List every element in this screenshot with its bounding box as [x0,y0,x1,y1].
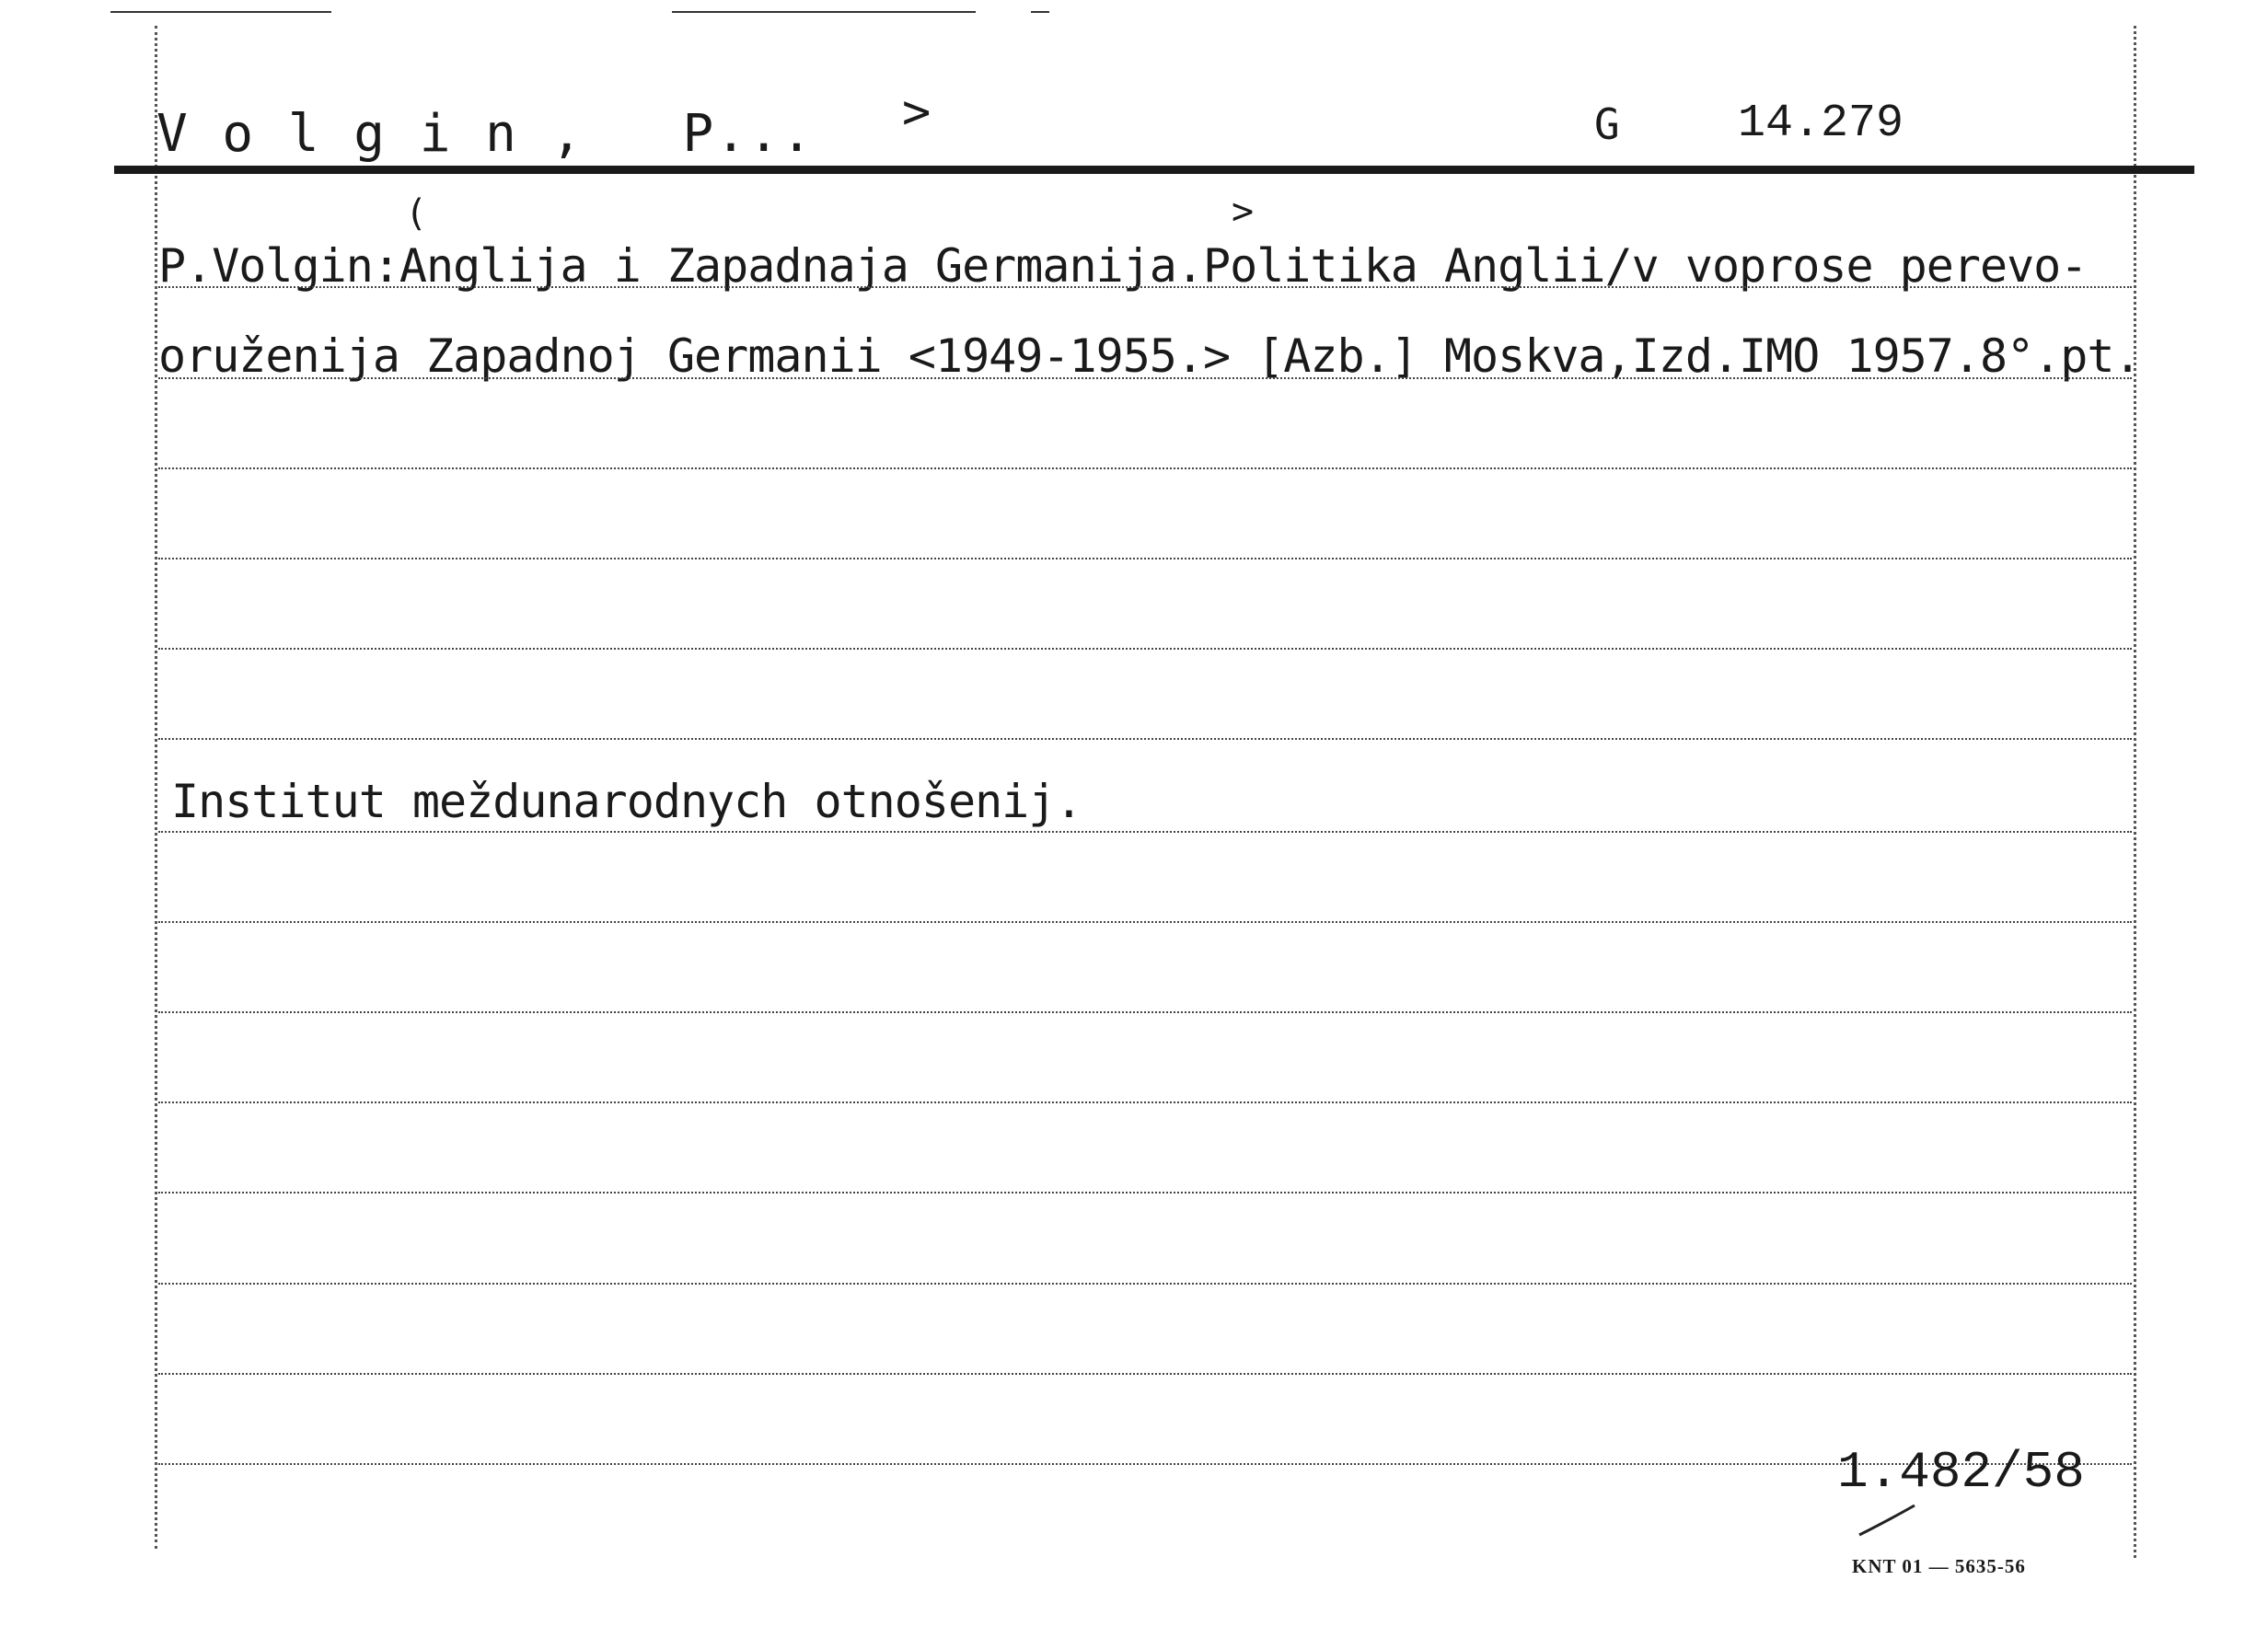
ruled-line [158,648,2132,650]
heading-marker: > [902,85,933,140]
title-line-2: oruženija Zapadnoj Germanii <1949-1955.> [Azb.] Moskva,Izd.IMO 1957.8°.pt. [158,329,2141,383]
ruled-line [158,1192,2132,1194]
ruled-line [158,1463,2132,1465]
title-line-1: P.Volgin:Anglija i Zapadnaja Germanija.Politika Anglii/v voprose perevo- [158,239,2088,293]
printer-code: KNT 01 — 5635-56 [1852,1555,2026,1577]
ruled-line [158,558,2132,559]
corporate-author: Institut meždunarodnych otnošenij. [171,775,1082,828]
author-heading: V o l g i n , P... [156,104,815,164]
ruled-line [158,467,2132,469]
ruled-line [158,1101,2132,1103]
right-margin-border [2134,26,2136,1558]
ruled-line [158,921,2132,923]
call-number: 14.279 [1738,98,1904,150]
ruled-line [158,831,2132,833]
ruled-line [158,738,2132,740]
accession-number: 1.482/58 [1837,1443,2085,1502]
top-edge-mark [110,11,331,13]
header-rule [114,166,2194,174]
top-edge-mark [1031,11,1049,13]
top-edge-mark [672,11,976,13]
accession-pen-stroke [1850,1498,1924,1544]
collection-letter: G [1594,99,1622,149]
left-margin-border [155,26,157,1549]
ruled-line [158,1011,2132,1013]
ruled-line [158,1373,2132,1375]
ruled-line [158,377,2132,379]
ruled-line [158,286,2132,288]
ruled-line [158,1283,2132,1285]
edit-mark: ( [405,192,428,235]
edit-mark: > [1232,190,1255,233]
